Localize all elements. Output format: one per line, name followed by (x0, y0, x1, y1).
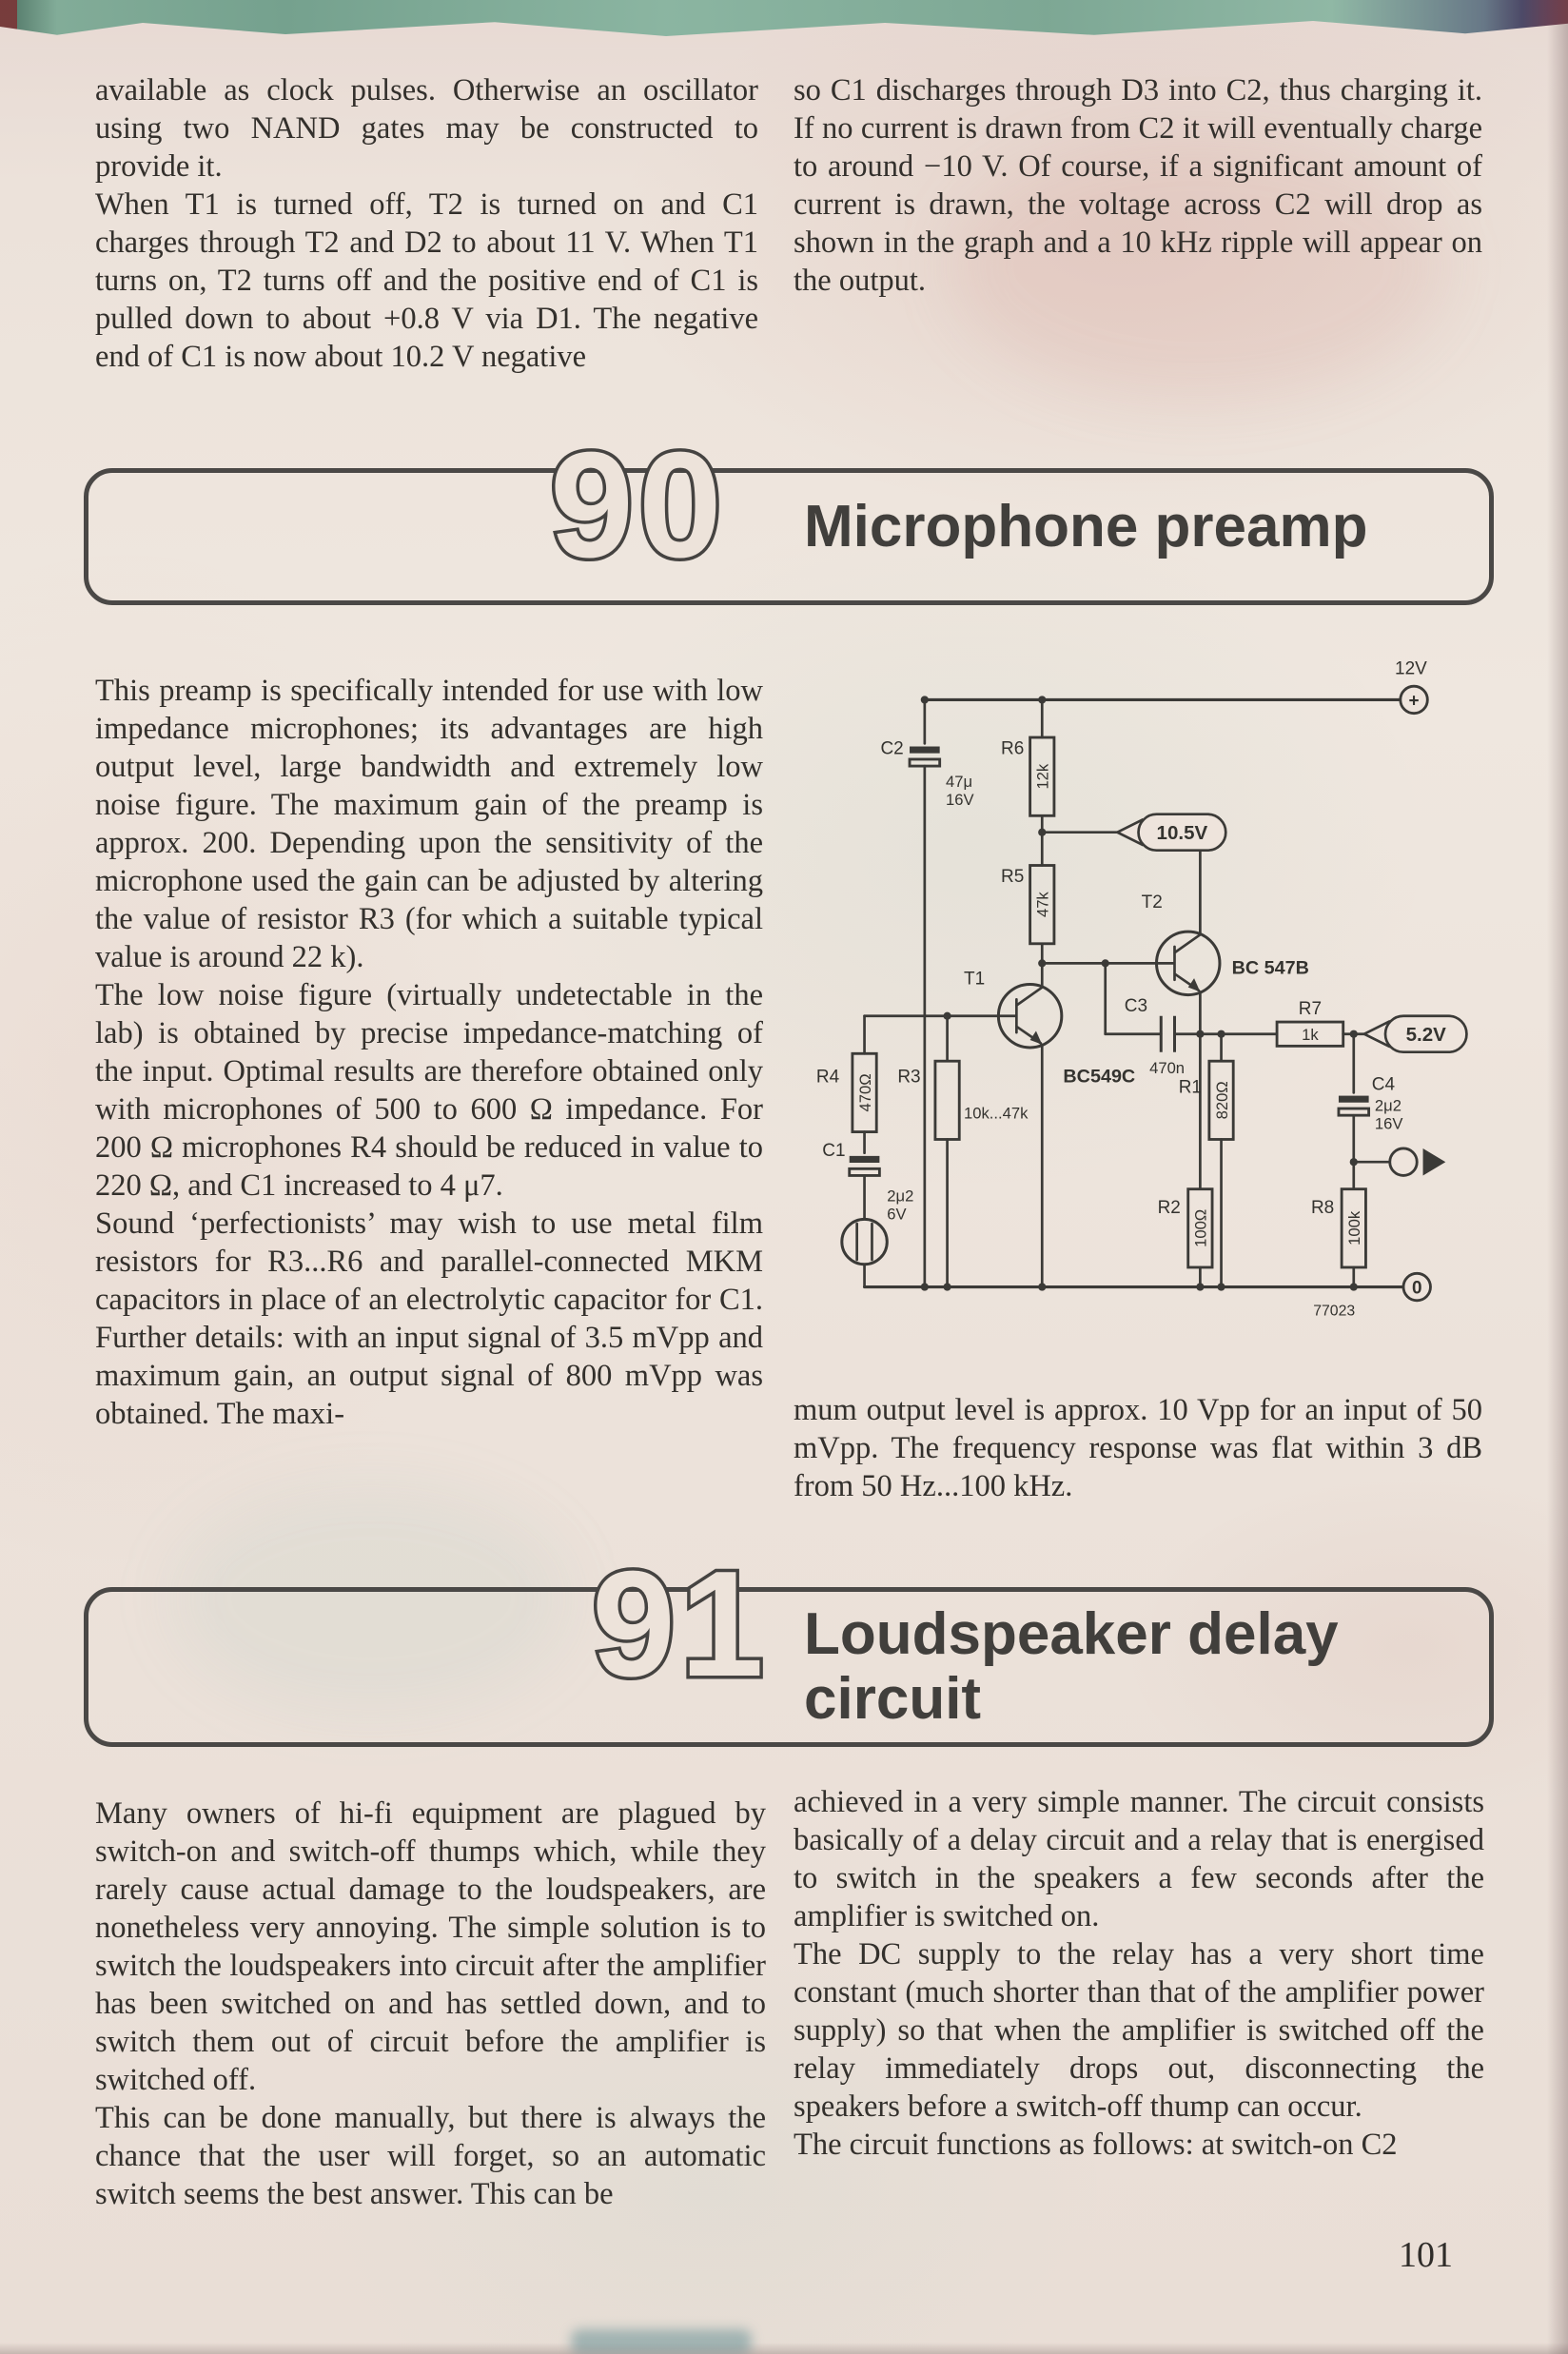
r1-ref-label: R1 (1178, 1077, 1202, 1098)
capacitor-c4 (1339, 1074, 1403, 1132)
r2-ref-label: R2 (1157, 1198, 1181, 1219)
output-arrow-icon (1423, 1148, 1446, 1175)
article-90-right-column (794, 1391, 1482, 1505)
c2-value-label: 47μ (945, 773, 973, 792)
t1-emitter-arrow-icon (1030, 1031, 1043, 1045)
article-91-number: 91 (592, 1540, 769, 1708)
t2-type-label: BC 547B (1231, 957, 1309, 979)
resistor-r5 (1001, 866, 1054, 944)
body-paragraph: mum output level is approx. 10 Vpp for an input of 50 mVpp. The frequency response was flat within 3 dB from 50 Hz...100 kHz. (794, 1393, 1482, 1503)
voltage-mid-label: 10.5V (1156, 821, 1208, 844)
body-paragraph: This preamp is specifically intended for use with low impedance microphones; its advantages are high output level, large bandwidth and extremely low noise figure. The maximum gain of the preamp is approx. 200. Depending upon the sensitivity of the microphone used the gain can be adjusted by altering the value of resistor R3 (for which a suitable typical value is around 22 k). (95, 674, 763, 974)
transistor-t2 (1142, 893, 1309, 995)
r2-value-label: 100Ω (1191, 1208, 1210, 1247)
body-paragraph: achieved in a very simple manner. The circuit consists basically of a delay circuit and a relay that is energised to switch in the speakers a few seconds after the amplifier is switched on. (794, 1785, 1484, 1933)
t2-ref-label: T2 (1141, 892, 1163, 912)
capacitor-c1 (822, 1141, 913, 1223)
article-90-left-column (95, 672, 763, 1433)
c4-voltage-label: 16V (1374, 1114, 1403, 1133)
voltage-callout-5v2 (1364, 1016, 1467, 1052)
c1-voltage-label: 6V (887, 1205, 907, 1224)
article-91-title: Loudspeaker delay circuit (804, 1601, 1339, 1733)
intro-right-column (794, 71, 1482, 300)
article-90-title: Microphone preamp (804, 494, 1368, 559)
resistor-r3 (897, 1061, 1029, 1139)
transistor-t1 (964, 970, 1135, 1088)
t1-ref-label: T1 (963, 969, 986, 990)
resistor-r7 (1277, 999, 1343, 1046)
scan-edge-shadow (1547, 0, 1568, 2354)
circuit-schematic (804, 655, 1527, 1332)
c1-value-label: 2μ2 (887, 1187, 914, 1206)
r8-value-label: 100k (1345, 1210, 1364, 1246)
resistor-r4 (816, 1053, 876, 1131)
r1-value-label: 820Ω (1212, 1081, 1231, 1120)
c3-value-label: 470n (1149, 1058, 1186, 1077)
r6-ref-label: R6 (1001, 738, 1025, 759)
resistor-r8 (1311, 1189, 1365, 1267)
article-90-number: 90 (550, 422, 727, 589)
body-paragraph: The low noise figure (virtually undetectable in the lab) is obtained by precise impedance-matching of the input. Optimal results are therefore obtained only with microphones of 500 to 600 Ω impedance. For 200 Ω microphones R4 should be reduced in value to 220 Ω, and C1 increased to 4 μ7. (95, 978, 763, 1203)
r6-value-label: 12k (1033, 763, 1052, 790)
voltage-callout-10v5 (1117, 814, 1225, 851)
body-paragraph: The DC supply to the relay has a very short time constant (much shorter than that of the amplifier power supply) so that when the amplifier is switched off the relay immediately drops out, disconnecting the speakers before a switch-off thump can occur. (794, 1937, 1484, 2124)
r7-value-label: 1k (1302, 1026, 1319, 1045)
t1-type-label: BC549C (1063, 1066, 1136, 1088)
r4-ref-label: R4 (815, 1067, 840, 1088)
c4-value-label: 2μ2 (1374, 1096, 1401, 1115)
r5-ref-label: R5 (1001, 866, 1025, 887)
r3-value-label: 10k...47k (963, 1104, 1029, 1123)
supply-terminal (1395, 659, 1427, 714)
ground-terminal (1403, 1273, 1430, 1300)
scan-edge-shadow (0, 2343, 1568, 2354)
intro-left-column (95, 71, 758, 376)
body-paragraph: available as clock pulses. Otherwise an oscillator using two NAND gates may be constructed to provide it. (95, 73, 758, 184)
output-terminal (1390, 1148, 1446, 1175)
ground-label: 0 (1411, 1278, 1422, 1299)
ink-smudge (571, 2329, 752, 2354)
resistor-r1 (1179, 1061, 1233, 1139)
r4-value-label: 470Ω (855, 1073, 874, 1112)
scan-edge-artifact (0, 0, 1568, 38)
body-paragraph: so C1 discharges through D3 into C2, thus charging it. If no current is drawn from C2 it will eventually charge to around −10 V. Of course, if a significant amount of current is drawn, the voltage across C2 will drop as shown in the graph and a 10 kHz ripple will appear on the output. (794, 73, 1482, 298)
body-paragraph: Many owners of hi-fi equipment are plagued by switch-on and switch-off thumps which, while they rarely cause actual damage to the loudspeakers, are nonetheless very annoying. The simple solution is to switch the loudspeakers into circuit after the amplifier has been switched on and has settled down, and to switch them out of circuit before the amplifier is switched off. (95, 1796, 766, 2097)
supply-plus-sign: + (1408, 691, 1420, 712)
c1-ref-label: C1 (822, 1140, 846, 1161)
microphone-icon (842, 1219, 887, 1264)
r7-ref-label: R7 (1298, 999, 1323, 1020)
body-paragraph: When T1 is turned off, T2 is turned on and C1 charges through T2 and D2 to about 11 V. When T1 turns on, T2 turns off and the positive end of C1 is pulled down to about +0.8 V via D1. The negative end of C1 is now about 10.2 V negative (95, 187, 758, 374)
capacitor-c3 (1125, 996, 1185, 1077)
c4-ref-label: C4 (1371, 1074, 1396, 1095)
page-number: 101 (1399, 2235, 1453, 2275)
r3-ref-label: R3 (897, 1067, 921, 1088)
r8-ref-label: R8 (1310, 1198, 1335, 1219)
resistor-r2 (1158, 1189, 1212, 1267)
r5-value-label: 47k (1033, 892, 1052, 918)
junction-dots (921, 696, 1358, 1290)
schematic-code: 77023 (1313, 1303, 1356, 1320)
resistor-r6 (1001, 737, 1054, 815)
voltage-out-label: 5.2V (1405, 1023, 1446, 1046)
c2-ref-label: C2 (880, 738, 904, 759)
c3-ref-label: C3 (1124, 995, 1148, 1016)
body-paragraph: Sound ‘perfectionists’ may wish to use metal film resistors for R3...R6 and parallel-connected MKM capacitors in place of an electrolytic capacitor for C1. Further details: with an input signal of 3.5 mVpp and maximum gain, an output signal of 800 mVpp was obtained. The maxi- (95, 1206, 763, 1431)
capacitor-c2 (880, 738, 973, 809)
body-paragraph: This can be done manually, but there is always the chance that the user will forget, so an automatic switch seems the best answer. This can be (95, 2101, 766, 2211)
t2-emitter-arrow-icon (1188, 978, 1201, 991)
article-91-left-column (95, 1795, 766, 2213)
supply-voltage-label: 12V (1395, 658, 1427, 679)
article-91-right-column (794, 1783, 1484, 2164)
body-paragraph: The circuit functions as follows: at switch-on C2 (794, 2128, 1398, 2162)
c2-voltage-label: 16V (945, 791, 974, 810)
